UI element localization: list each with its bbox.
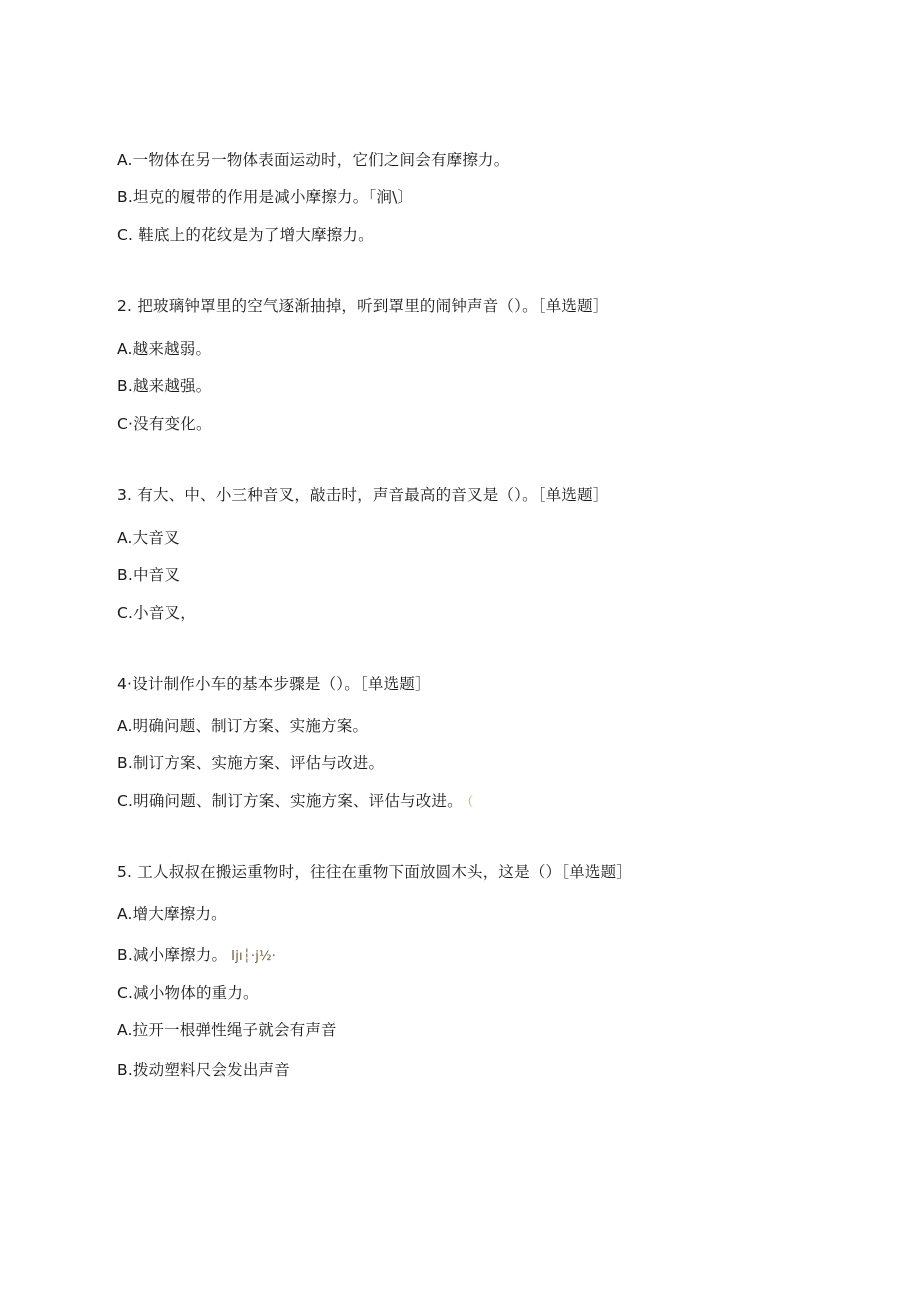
q4-option-c-text: C.明确问题、制订方案、实施方案、评估与改进。 (117, 792, 463, 810)
q2-option-c: C·没有变化。 (117, 415, 212, 433)
q1-option-a: A.一物体在另一物体表面运动时，它们之间会有摩擦力。 (117, 151, 510, 169)
q2-option-a: A.越来越弱。 (117, 340, 212, 358)
q3-option-b: B.中音叉 (117, 566, 181, 584)
q5-option-b-mark: Ijı┆·j½· (231, 949, 277, 964)
q4-option-a: A.明确问题、制订方案、实施方案。 (117, 717, 369, 735)
q5-option-b (117, 945, 276, 967)
q1-option-c: C. 鞋底上的花纹是为了增大摩擦力。 (117, 226, 374, 244)
q2-question: 2. 把玻璃钟罩里的空气逐渐抽掉，听到罩里的闹钟声音（）。［单选题］ (117, 297, 609, 315)
q5-option-b-text: B.减小摩擦力。 (117, 946, 228, 964)
q4-option-c-mark: （ (466, 795, 474, 810)
q3-option-a: A.大音叉 (117, 529, 180, 547)
q3-option-c: C.小音叉， (117, 604, 196, 622)
q4-question: 4·设计制作小车的基本步骤是（）。［单选题］ (117, 675, 431, 693)
q1-option-b: B.坦克的履带的作用是减小摩擦力。「涧\〕 (117, 188, 414, 206)
extra-option-a: A.拉开一根弹性绳子就会有声音 (117, 1021, 337, 1039)
q5-option-c: C.减小物体的重力。 (117, 984, 259, 1002)
q4-option-c (117, 791, 474, 813)
q4-option-b: B.制订方案、实施方案、评估与改进。 (117, 754, 385, 772)
q5-question: 5. 工人叔叔在搬运重物时，往往在重物下面放圆木头，这是（）［单选题］ (117, 863, 632, 881)
extra-option-b: B.拨动塑料尺会发出声音 (117, 1061, 290, 1079)
q5-option-a: A.增大摩擦力。 (117, 905, 227, 923)
q2-option-b: B.越来越强。 (117, 377, 212, 395)
q3-question: 3. 有大、中、小三种音叉，敲击时，声音最高的音叉是（）。［单选题］ (117, 486, 609, 504)
